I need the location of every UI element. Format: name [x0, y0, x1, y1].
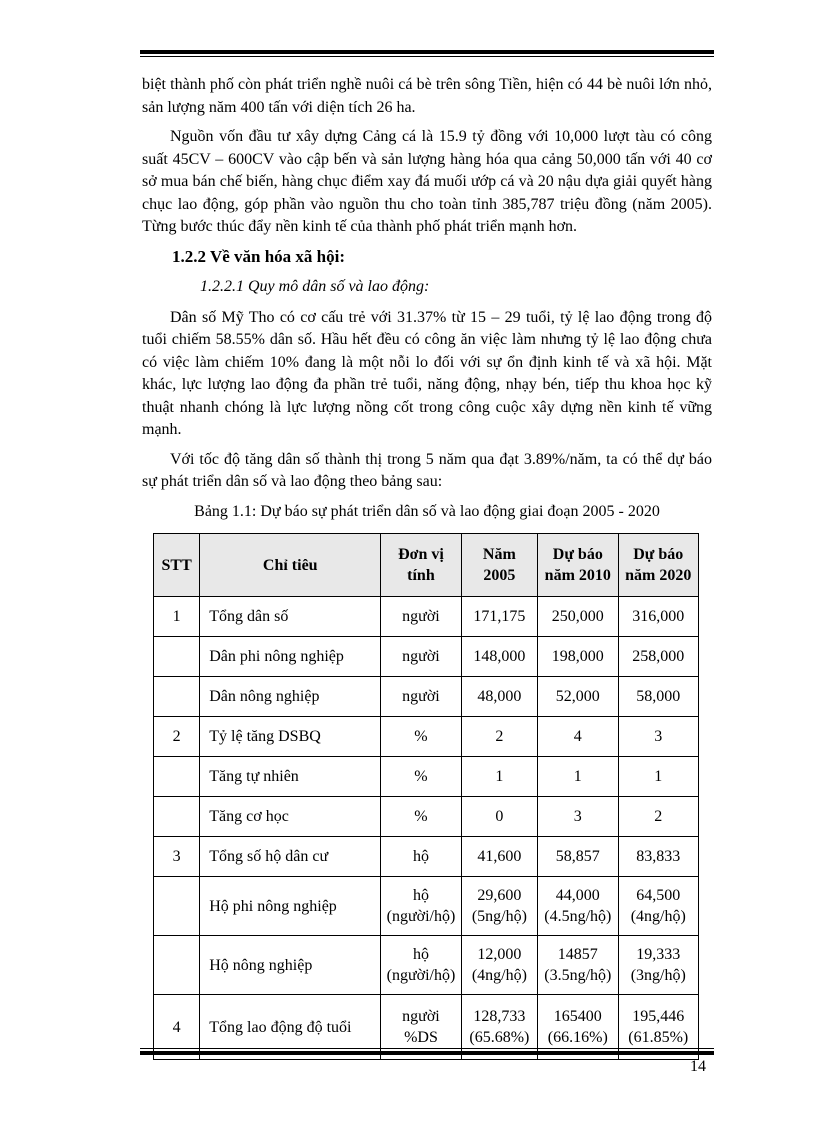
cell-unit: %: [381, 797, 461, 837]
cell-2020: 2: [618, 797, 698, 837]
cell-line: (4.5ng/hộ): [544, 908, 612, 925]
cell-2020: 258,000: [618, 637, 698, 677]
cell-unit: %: [381, 757, 461, 797]
header-du-bao-2020: [618, 534, 698, 597]
cell-line: (61.85%): [628, 1029, 689, 1046]
cell-line: (66.16%): [547, 1029, 608, 1046]
cell-stt: [154, 757, 200, 797]
cell-2020: 316,000: [618, 597, 698, 637]
cell-2010: 198,000: [538, 637, 618, 677]
table-row: [154, 877, 699, 936]
cell-line: 12,000: [477, 946, 522, 963]
cell-stt: [154, 637, 200, 677]
cell-line: 195,446: [632, 1008, 685, 1025]
cell-label: Tăng cơ học: [200, 797, 381, 837]
cell-line: 165400: [553, 1008, 602, 1025]
cell-stt: [154, 677, 200, 717]
paragraph: Nguồn vốn đầu tư xây dựng Cảng cá là 15.9 tỷ đồng với 10,000 lượt tàu có công suất 45CV – 600CV vào cập bến và sản lượng hàng hóa qua cảng 50,000 tấn với 40 cơ sở mua bán chế biến, hàng chục điểm xay đá muối ướp cá và 20 nậu dựa giải quyết hàng chục lao động, góp phần vào nguồn thu cho toàn tỉnh 385,787 triệu đồng (năm 2005). Từng bước thúc đẩy nền kinh tế của thành phố phát triển mạnh hơn.: [142, 128, 712, 235]
cell-2010: 3: [538, 797, 618, 837]
cell-label: Hộ phi nông nghiệp: [200, 877, 381, 936]
cell-unit: người: [381, 677, 461, 717]
cell-2005: 2: [461, 717, 537, 757]
cell-line: (người/hộ): [386, 967, 456, 984]
cell-label: Tổng dân số: [200, 597, 381, 637]
cell-line: người: [402, 1008, 440, 1025]
cell-unit: %: [381, 717, 461, 757]
header-don-vi: [381, 534, 461, 597]
cell-2020: [618, 877, 698, 936]
table-header-row: [154, 534, 699, 597]
cell-label: Tỷ lệ tăng DSBQ: [200, 717, 381, 757]
cell-2005: [461, 877, 537, 936]
cell-2020: 58,000: [618, 677, 698, 717]
cell-2010: [538, 936, 618, 995]
subsection-heading: 1.2.2.1 Quy mô dân số và lao động:: [200, 278, 430, 295]
header-rule: [140, 50, 714, 57]
cell-line: hộ: [412, 946, 429, 963]
header-du-bao-2010: [538, 534, 618, 597]
table-row: [154, 597, 699, 637]
table-row: [154, 837, 699, 877]
cell-2010: 4: [538, 717, 618, 757]
cell-unit: [381, 877, 461, 936]
table-row: [154, 677, 699, 717]
cell-unit: hộ: [381, 837, 461, 877]
cell-2005: 48,000: [461, 677, 537, 717]
cell-line: 19,333: [636, 946, 681, 963]
cell-2005: [461, 936, 537, 995]
cell-unit: người: [381, 597, 461, 637]
header-text: 2005: [483, 567, 516, 584]
cell-stt: 3: [154, 837, 200, 877]
paragraph: biệt thành phố còn phát triển nghề nuôi cá bè trên sông Tiền, hiện có 44 bè nuôi lớn nhỏ, sản lượng năm 400 tấn với diện tích 26 ha.: [142, 76, 712, 116]
header-nam-2005: [461, 534, 537, 597]
header-text: Đơn vị: [398, 546, 444, 563]
cell-label: Tổng lao động độ tuổi: [200, 995, 381, 1060]
footer-rule: [140, 1048, 714, 1055]
cell-label: Hộ nông nghiệp: [200, 936, 381, 995]
cell-stt: 4: [154, 995, 200, 1060]
cell-2020: [618, 936, 698, 995]
section-heading: 1.2.2 Về văn hóa xã hội:: [172, 246, 346, 266]
table-row: [154, 757, 699, 797]
cell-stt: [154, 797, 200, 837]
paragraph: Với tốc độ tăng dân số thành thị trong 5 năm qua đạt 3.89%/năm, ta có thể dự báo sự phát triển dân số và lao động theo bảng sau:: [142, 450, 712, 490]
cell-line: 44,000: [555, 887, 600, 904]
table-row: [154, 637, 699, 677]
cell-2020: 83,833: [618, 837, 698, 877]
cell-stt: [154, 877, 200, 936]
table-caption: Bảng 1.1: Dự báo sự phát triển dân số và lao động giai đoạn 2005 - 2020: [194, 502, 660, 520]
cell-line: 128,733: [473, 1008, 526, 1025]
paragraph: Dân số Mỹ Tho có cơ cấu trẻ với 31.37% từ 15 – 29 tuổi, tỷ lệ lao động trong độ tuổi chiếm 58.55% dân số. Hầu hết đều có công ăn việc làm nhưng tỷ lệ lao động chưa có việc làm chiếm 10% đang là một nỗi lo đối với sự ổn định kinh tế và xã hội. Mặt khác, lực lượng lao động đa phần trẻ tuổi, năng động, nhạy bén, tiếp thu khoa học kỹ thuật nhanh chóng là lực lượng nồng cốt trong công cuộc xây dựng nền kinh tế vững mạnh.: [142, 308, 712, 438]
cell-2005: 148,000: [461, 637, 537, 677]
header-stt: STT: [154, 534, 200, 597]
cell-2010: 1: [538, 757, 618, 797]
cell-line: (3ng/hộ): [630, 967, 686, 984]
header-text: tính: [407, 567, 435, 584]
header-text: Năm: [482, 546, 516, 563]
cell-2005: 41,600: [461, 837, 537, 877]
table-row: [154, 797, 699, 837]
header-text: Dự báo: [552, 546, 603, 563]
cell-2010: [538, 877, 618, 936]
cell-line: 29,600: [477, 887, 522, 904]
cell-line: hộ: [412, 887, 429, 904]
header-text: Dự báo: [633, 546, 684, 563]
population-forecast-table: [153, 533, 699, 1060]
cell-2005: 1: [461, 757, 537, 797]
table-row: [154, 936, 699, 995]
cell-2010: 52,000: [538, 677, 618, 717]
cell-line: (4ng/hộ): [630, 908, 686, 925]
page-number: 14: [690, 1058, 706, 1075]
cell-line: (người/hộ): [386, 908, 456, 925]
cell-stt: [154, 936, 200, 995]
cell-line: (5ng/hộ): [471, 908, 527, 925]
document-body: [142, 74, 712, 1060]
cell-2010: 250,000: [538, 597, 618, 637]
cell-label: Tăng tự nhiên: [200, 757, 381, 797]
cell-label: Dân nông nghiệp: [200, 677, 381, 717]
header-text: năm 2010: [544, 567, 611, 584]
cell-line: (4ng/hộ): [471, 967, 527, 984]
cell-2020: 3: [618, 717, 698, 757]
cell-line: 14857: [557, 946, 598, 963]
cell-line: (65.68%): [469, 1029, 530, 1046]
cell-line: 64,500: [636, 887, 681, 904]
cell-2005: 0: [461, 797, 537, 837]
cell-unit: [381, 936, 461, 995]
cell-unit: người: [381, 637, 461, 677]
cell-2005: 171,175: [461, 597, 537, 637]
cell-line: (3.5ng/hộ): [544, 967, 612, 984]
cell-stt: 1: [154, 597, 200, 637]
cell-2020: 1: [618, 757, 698, 797]
cell-stt: 2: [154, 717, 200, 757]
cell-label: Tổng số hộ dân cư: [200, 837, 381, 877]
header-chi-tieu: Chỉ tiêu: [200, 534, 381, 597]
header-text: năm 2020: [625, 567, 692, 584]
cell-2010: 58,857: [538, 837, 618, 877]
table-row: [154, 717, 699, 757]
cell-label: Dân phi nông nghiệp: [200, 637, 381, 677]
cell-line: %DS: [404, 1029, 438, 1046]
